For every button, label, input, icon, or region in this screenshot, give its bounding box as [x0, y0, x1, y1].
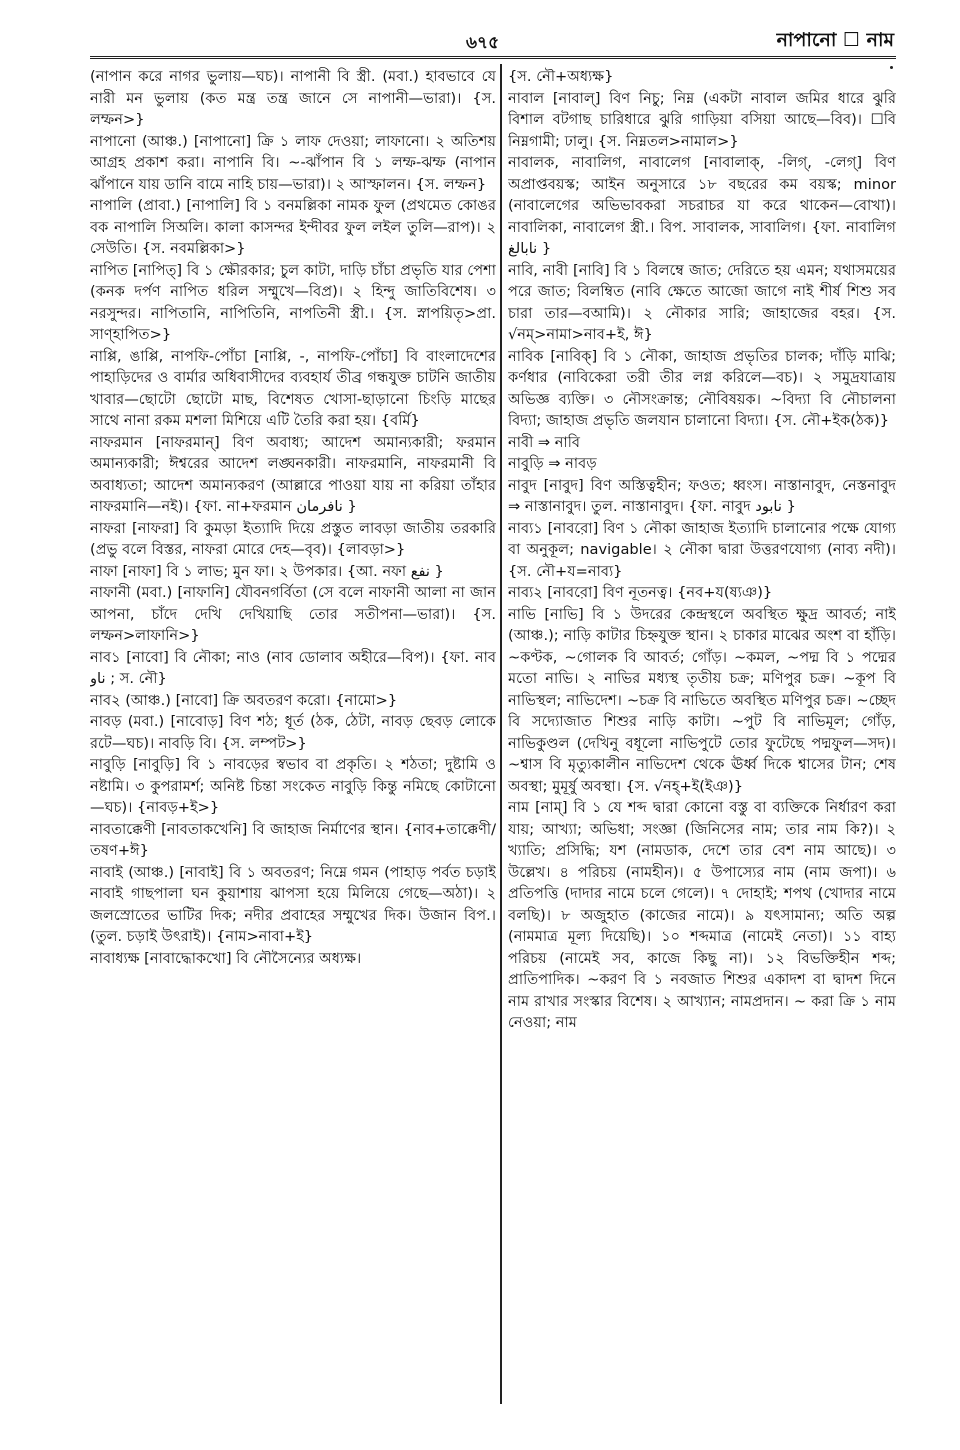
dictionary-entry: নাফরমান [নাফরমান্] বিণ অবাধ্য; আদেশ অমান্যকারী; ফরমান অমান্যকারী; ঈশ্বরের আদেশ লঙ্ঘনকারী। নাফরমানি, নাফরমানী বি অবাধ্যতা; আদেশ অমান্যকরণ (আল্লারে পাওয়া যায় না করিয়া তাঁহার নাফরমানি—নই)। {ফা. না+ফরমান نافرمان } [90, 433, 496, 515]
column-divider [500, 64, 502, 1404]
dictionary-entry: নাবি, নাবী [নাবি] বি ১ বিলম্বে জাত; দেরিতে হয় এমন; যথাসময়ের পরে জাত; বিলম্বিত (নাবি ক্ষেতে আজো জাগে নাই শীর্ষ শিশু সব চারা তার—বআমি)। ২ নৌকার সারি; জাহাজের বহর। {স. √নম্>নামা>নাব+ই, ঈ} [508, 261, 896, 343]
dictionary-entry: নাবাই (আঞ্চ.) [নাবাই] বি ১ অবতরণ; নিম্নে গমন (পাহাড় পর্বত চড়াই নাবাই গাছপালা ঘন কুয়াশায় ঝাপসা হয়ে মিলিয়ে গেছে—অঠা)। ২ জলস্রোতের ভাটির দিক; নদীর প্রবাহের সম্মুখের দিক। উজান বিপ.। (তুল. চড়াই উৎরাই)। {নাম>নাবা+ই} [90, 863, 496, 945]
right-column [508, 66, 896, 1410]
left-column [90, 66, 496, 1410]
dictionary-entry: নাপিত [নাপিত্] বি ১ ক্ষৌরকার; চুল কাটা, দাড়ি চাঁচা প্রভৃতি যার পেশা (কনক দর্পণ নাপিত ধরিল সম্মুখে—বিপ্র)। ২ হিন্দু জাতিবিশেষ। ৩ নরসুন্দর। নাপিতানি, নাপিতিনি, নাপতিনী স্ত্রী.। {স. স্নাপয়িতৃ>প্রা. সাণ্হাপিত>} [90, 261, 496, 343]
dictionary-entry: নাপ্পি, ঙাপ্পি, নাপফি-পোঁচা [নাপ্পি, -, নাপফি-পোঁচা] বি বাংলাদেশের পাহাড়িদের ও বার্মার অধিবাসীদের ব্যবহার্য তীব্র গন্ধযুক্ত চাটনি জাতীয় খাবার—ছোটো ছোটো মাছ, বিশেষত খোসা-ছাড়ানো চিংড়ি মাছের সাথে নানা রকম মশলা মিশিয়ে এটি তৈরি করা হয়। {বর্মি} [90, 347, 496, 429]
guide-words: নাপানো ☐ নাম [776, 29, 894, 51]
dictionary-entry: নাবাল [নাবাল্] বিণ নিচু; নিম্ন (একটা নাবাল জমির ধারে ঝুরি বিশাল বটগাছ চারিধারে ঝুরি গাড়িয়া বসিয়া আছে—বিব)। ☐বি নিম্নগামী; ঢালু। {স. নিম্নতল>নামাল>} [508, 89, 896, 150]
dictionary-entry: নাব্য২ [নাবব়ো] বিণ নূতনত্ব। {নব+য(ষ্যঞ)} [508, 584, 773, 601]
dictionary-entry: নাপালি (প্রাবা.) [নাপালি] বি ১ বনমল্লিকা নামক ফুল (প্রথমেত কোঙর বক নাপালি সিঅলি। কালা কাসন্দর ইন্দীবর ফুল লইল তুলি—রাপ)। ২ সেউতি। {স. নবমল্লিকা>} [90, 197, 496, 257]
dictionary-entry: নাম [নাম্] বি ১ যে শব্দ দ্বারা কোনো বস্তু বা ব্যক্তিকে নির্ধারণ করা যায়; আখ্যা; অভিধা; সংজ্ঞা (জিনিসের নাম; তার নাম কি?)। ২ খ্যাতি; প্রসিদ্ধি; যশ (নামডাক, দেশে তার বেশ নাম আছে)। ৩ উল্লেখ। ৪ পরিচয় (নামহীন)। ৫ উপাস্যের নাম (নাম জপা)। ৬ প্রতিপত্তি (দাদার নামে চলে গেলে)। ৭ দোহাই; শপথ (খোদার নামে বলছি)। ৮ অজুহাত (কাজের নামে)। ৯ যৎসামান্য; অতি অল্প (নামমাত্র মূল্য দিয়েছি)। ১০ শব্দমাত্র (নামেই নেতা)। ১১ বাহ্য পরিচয় (নামেই সব, কাজে কিছু না)। ১২ বিভক্তিহীন শব্দ; প্রাতিপাদিক। ~করণ বি ১ নবজাত শিশুর একাদশ বা দ্বাদশ দিনে নাম রাখার সংস্কার বিশেষ। ২ আখ্যান; নামপ্রদান। ~ করা ক্রি ১ নাম নেওয়া; নাম [508, 799, 896, 1031]
dictionary-entry: (নাপান করে নাগর ভুলায়—ঘচ)। নাপানী বি স্ত্রী. (মবা.) হাবভাবে যে নারী মন ভুলায় (কত মন্ত্র তন্ত্র জানে সে নাপানী—ভারা)। {স. লম্ফন>} [90, 68, 496, 128]
dictionary-entry: {স. নৌ+অধ্যক্ষ} [508, 68, 614, 85]
page-number: ৬৭৫ [466, 33, 500, 53]
dictionary-entry: নাবুদ [নাবুদ] বিণ অস্তিত্বহীন; ফওত; ধ্বংস। নাস্তানাবুদ, নেস্তনাবুদ ⇒ নাস্তানাবুদ। তুল. নাস্তানাবুদ। {ফা. নাবুদ نابود } [508, 476, 896, 515]
dictionary-entry: নাবুড়ি [নাবুড়ি] বি ১ নাবড়ের স্বভাব বা প্রকৃতি। ২ শঠতা; দুষ্টামি ও নষ্টামি। ৩ কুপরামর্শ; অনিষ্ট চিন্তা সংকেত নাবুড়ি কিন্তু নমিছে কোটানো—ঘচ)। {নাবড়+ই>} [90, 756, 496, 816]
dictionary-entry: নাভি [নাভি] বি ১ উদরের কেন্দ্রস্থলে অবস্থিত ক্ষুদ্র আবর্ত; নাই (আঞ্চ.); নাড়ি কাটার চিহ্নযুক্ত স্থান। ২ চাকার মাঝের অংশ বা হাঁড়ি। ~কণ্টক, ~গোলক বি আবর্ত; গোঁড়। ~কমল, ~পদ্ম বি ১ পদ্মের মতো নাভি। ২ নাভির মধ্যস্থ তৃতীয় চক্র; মণিপুর চক্র। ~কূপ বি নাভিস্থল; নাভিদেশ। ~চক্র বি নাভিতে অবস্থিত মণিপুর চক্র। ~চ্ছেদ বি সদ্যোজাত শিশুর নাড়ি কাটা। ~পুট বি নাভিমূল; গোঁড়, নাভিকুণ্ডল (দেখিনু বধূলো নাভিপুটে তোর ফুটেছে পদ্মফুল—সদ)। ~শ্বাস বি মৃত্যুকালীন নাভিদেশ থেকে ঊর্ধ্ব দিকে শ্বাসের টান; শেষ অবস্থা; মুমূর্ষু অবস্থা। {স. √নহ্+ই(ইঞ)} [508, 605, 896, 795]
dictionary-entry: নাবিক [নাবিক্] বি ১ নৌকা, জাহাজ প্রভৃতির চালক; দাঁড়ি মাঝি; কর্ণধার (নাবিকেরা তরী তীর লগ্ন করিলে—বচ)। ২ সমুদ্রযাত্রায় অভিজ্ঞ ব্যক্তি। ৩ নৌসংক্রান্ত; নৌবিষয়ক। ~বিদ্যা বি নৌচালনা বিদ্যা; জাহাজ প্রভৃতি জলযান চালানো বিদ্যা। {স. নৌ+ইক(ঠক)} [508, 347, 896, 429]
dictionary-entry: নাফরা [নাফরা] বি কুমড়া ইত্যাদি দিয়ে প্রস্তুত লাবড়া জাতীয় তরকারি (প্রভু বলে বিস্তর, নাফরা মোরে দেহ—বৃব)। {লাবড়া>} [90, 519, 496, 558]
page-header [0, 22, 960, 58]
dictionary-entry: নাবী ⇒ নাবি [508, 433, 580, 451]
dictionary-entry: নাপানো (আঞ্চ.) [নাপানো] ক্রি ১ লাফ দেওয়া; লাফানো। ২ অতিশয় আগ্রহ প্রকাশ করা। নাপানি বি। ~-ঝাঁপান বি ১ লম্ফ-ঝম্ফ (নাপান ঝাঁপানে যায় ডানি বামে নাহি চায়—ভারা)। ২ আস্ফালন। {স. লম্ফন} [90, 132, 496, 193]
dictionary-entry: নাবালক, নাবালিগ, নাবালেগ [নাবালাক্, -লিগ্, -লেগ্] বিণ অপ্রাপ্তবয়স্ক; আইন অনুসারে ১৮ বছরের কম বয়স্ক; minor (নাবালেগের অভিভাবকরা সচরাচর যা করে থাকেন—বোখা)। নাবালিকা, নাবালেগ স্ত্রী.। বিপ. সাবালক, সাবালিগ। {ফা. নাবালিগ نابالغ } [508, 154, 896, 257]
dictionary-entry: নাব২ (আঞ্চ.) [নাবো] ক্রি অবতরণ করো। {নামো>} [90, 691, 398, 709]
dictionary-entry: নাফা [নাফা] বি ১ লাভ; মুন ফা। ২ উপকার। {আ. নফা نفع } [90, 562, 444, 580]
dictionary-entry: নাবাধ্যক্ষ [নাবাদ্ধোকখো] বি নৌসৈন্যের অধ্যক্ষ। [90, 949, 362, 967]
header-rule [90, 56, 896, 59]
dictionary-entry: নাব্য১ [নাবব়ো] বিণ ১ নৌকা জাহাজ ইত্যাদি চালানোর পক্ষে যোগ্য বা অনুকূল; navigable। ২ নৌকা দ্বারা উত্তরণযোগ্য (নাব্য নদী)। {স. নৌ+য=নাব্য} [508, 519, 896, 580]
dictionary-entry: নাফানী (মবা.) [নাফানি] যৌবনগর্বিতা (সে বলে নাফানী আলা না জান আপনা, চাঁদে দেখি দেখিয়াছি তোর সতীপনা—ভারা)। {স. লম্ফন>লাফানি>} [90, 584, 496, 644]
dictionary-entry: নাবড় (মবা.) [নাবোড়] বিণ শঠ; ধূর্ত (ঠক, ঠেটা, নাবড় ছেবড় লোকে রটে—ঘচ)। নাবড়ি বি। {স. লম্পট>} [90, 713, 496, 752]
dictionary-entry: নাবুড়ি ⇒ নাবড় [508, 455, 597, 472]
dictionary-entry: নাব১ [নাবো] বি নৌকা; নাও (নাব ডোলাব অহীরে—বিপ)। {ফা. নাব ناو ; স. নৌ} [90, 648, 496, 687]
dictionary-entry: নাবতাক্কেণী [নাবতাকখেনি] বি জাহাজ নির্মাণের স্থান। {নাব+তাক্কেণী/তষণ+ঈ} [90, 820, 496, 859]
